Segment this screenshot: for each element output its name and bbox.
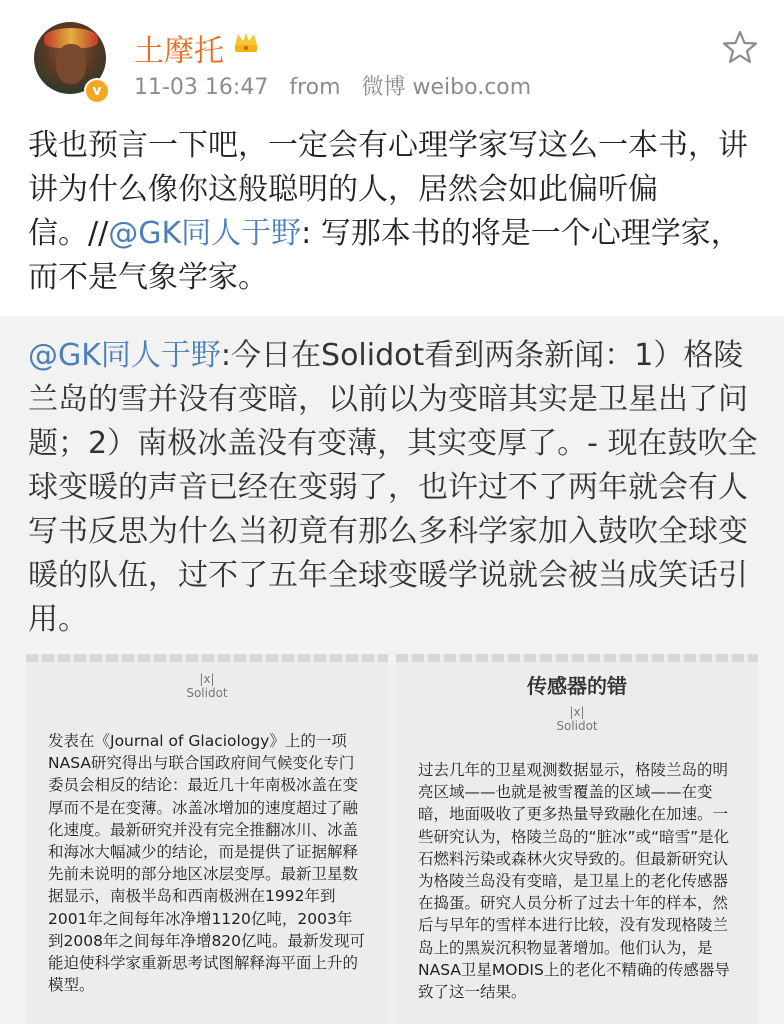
post-header <box>0 0 784 120</box>
post-text <box>28 124 758 300</box>
image-1-body: 发表在《Journal of Glaciology》上的一项NASA研究得出与联合国政府间气候变化专门委员会相反的结论：最近几十年南极冰盖在变厚而不是在变薄。冰盖冰增加的速度超过了融化速度。最新研究并没有完全推翻冰川、冰盖和海冰大幅减少的结论，而是提供了证据解释先前未说明的部分地区冰层变厚。最新卫星数据显示，南极半岛和西南极洲在1992年到2001年之间每年冰净增1120亿吨，2003年到2008年之间每年净增820亿吨。最新发现可能迫使科学家重新思考试图解释海平面上升的模型。 <box>48 732 366 995</box>
post-text-before: 我也预言一下吧，一定会有心理学家写这么一本书，讲讲为什么像你这般聪明的人，居然会如此偏听偏信。// <box>28 128 748 251</box>
post-text-after: : 写那本书的将是一个心理学家，而不是气象学家。 <box>28 216 741 295</box>
solidot-logo-mark: |x| <box>199 672 215 686</box>
post-time: 11-03 16:47 <box>134 75 269 100</box>
verified-badge-icon: v <box>84 78 110 104</box>
repost-body: :今日在Solidot看到两条新闻：1）格陵兰岛的雪并没有变暗，以前以为变暗其实是卫星出了问题；2）南极冰盖没有变薄，其实变厚了。- 现在鼓吹全球变暖的声音已经在变弱了，也许过不了两年就会有人写书反思为什么当初竟有那么多科学家加入鼓吹全球变暖的队伍，过不了五年全球变暖学说就会被当成笑话引用。 <box>28 338 758 637</box>
repost-text <box>28 334 758 642</box>
post-mention-link[interactable]: @GK同人于野 <box>108 216 302 251</box>
repost-card[interactable] <box>0 316 784 1024</box>
image-cropped-edge <box>396 654 758 662</box>
post-meta <box>134 70 545 101</box>
repost-mention-link[interactable]: @GK同人于野 <box>28 338 221 373</box>
username[interactable]: 土摩托 <box>134 34 224 69</box>
star-icon[interactable] <box>722 30 758 64</box>
repost-image-2[interactable] <box>396 654 758 1024</box>
solidot-logo-mark: |x| <box>569 705 585 719</box>
avatar-face <box>56 44 86 84</box>
image-2-title: 传感器的错 <box>527 674 627 698</box>
repost-image-1[interactable] <box>26 654 388 1024</box>
crown-icon <box>232 30 260 54</box>
image-2-body: 过去几年的卫星观测数据显示，格陵兰岛的明亮区域——也就是被雪覆盖的区域——在变暗，地面吸收了更多热量导致融化在加速。一些研究认为，格陵兰岛的“脏冰”或“暗雪”是化石燃料污染或森林火灾导致的。但最新研究认为格陵兰岛没有变暗，是卫星上的老化传感器在捣蛋。研究人员分析了过去十年的样本，然后与早年的雪样本进行比较，没有发现格陵兰岛上的黑炭沉积物显著增加。他们认为，是NASA卫星MODIS上的老化不精确的传感器导致了这一结果。 <box>418 761 730 1002</box>
from-label: from <box>289 75 341 100</box>
post-source[interactable]: 微博 weibo.com <box>361 75 532 100</box>
image-cropped-edge <box>26 654 388 662</box>
solidot-logo-text: Solidot <box>186 686 228 700</box>
solidot-logo-text: Solidot <box>556 719 598 733</box>
